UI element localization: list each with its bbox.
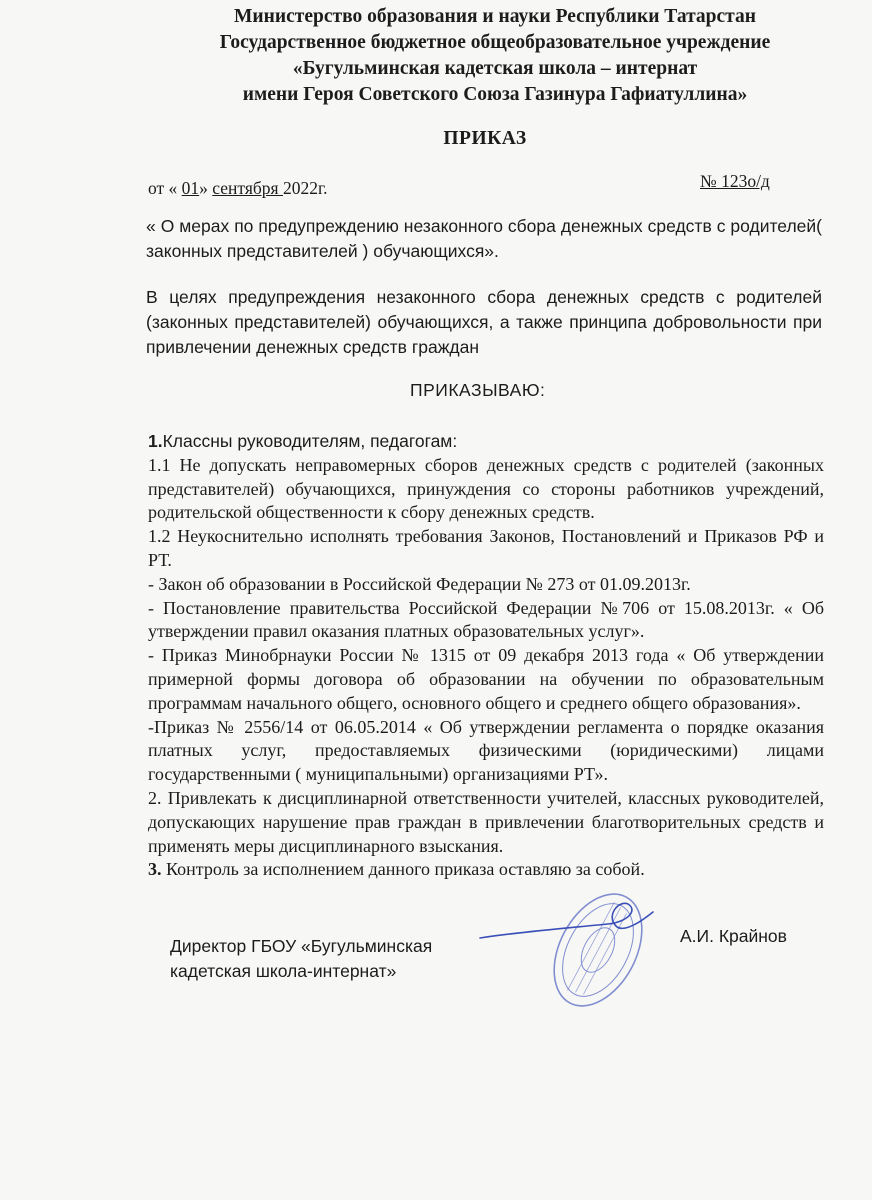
item-3-text: Контроль за исполнением данного приказа оставляю за собой. <box>161 859 645 880</box>
order-preamble: В целях предупреждения незаконного сбора денежных средств с родителей (законных представителей) обучающихся, а также принципа добровольности при привлечении денежных средств граждан <box>146 287 822 357</box>
official-stamp <box>478 880 678 1010</box>
date-day: 01 <box>181 178 200 198</box>
date-year: 2022г. <box>282 178 328 198</box>
signature-mark <box>480 903 653 938</box>
signer-name: А.И. Крайнов <box>680 926 787 946</box>
item-1-number: 1. <box>148 431 163 451</box>
order-body <box>148 430 824 882</box>
law-reference-2: - Постановление правительства Российской Федерации №706 от 15.08.2013г. « Об утверждении правил оказания платных образовательных услуг». <box>148 597 824 642</box>
order-subject: « О мерах по предупреждению незаконного сбора денежных средств с родителей( законных представителей ) обучающихся». <box>146 216 822 261</box>
item-1 <box>148 430 824 454</box>
law-reference-1: - Закон об образовании в Российской Федерации № 273 от 01.09.2013г. <box>148 573 691 594</box>
item-1-1: 1.1 Не допускать неправомерных сборов денежных средств с родителей (законных представителей) обучающихся, принуждения со стороны работников учреждений, родительской общественности к сбору денежных средств. <box>148 454 824 523</box>
letterhead <box>140 4 850 108</box>
law-reference-4: -Приказ № 2556/14 от 06.05.2014 « Об утверждении регламента о порядке оказания платных услуг, предоставляемых физическими (юридическими) лицами государственными ( муниципальными) организациями РТ». <box>148 716 824 785</box>
order-directive: ПРИКАЗЫВАЮ: <box>410 380 546 400</box>
stamp-seal <box>536 880 659 1010</box>
signer-position <box>170 934 432 984</box>
item-1-text: Классны руководителям, педагогам: <box>162 431 458 451</box>
item-3 <box>148 858 824 882</box>
signer-position-line1: Директор ГБОУ «Бугульминская <box>170 936 433 956</box>
date-prefix: от « <box>148 178 182 198</box>
order-date <box>148 178 328 199</box>
order-number: № 123о/д <box>700 171 770 191</box>
date-mid: » <box>199 178 213 198</box>
ministry-name: Министерство образования и науки Республики Татарстан <box>234 6 756 27</box>
signer-position-line2: кадетская школа-интернат» <box>170 961 397 981</box>
item-2: 2. Привлекать к дисциплинарной ответственности учителей, классных руководителей, допускающих нарушение прав граждан в привлечении благотворительных средств и применять меры дисциплинарного взыскания. <box>148 787 824 856</box>
date-month: сентября <box>212 178 283 198</box>
school-honorific: имени Героя Советского Союза Газинура Гафиатуллина» <box>242 84 748 105</box>
item-3-number: 3. <box>148 859 162 880</box>
document-title: ПРИКАЗ <box>443 128 527 149</box>
item-1-2: 1.2 Неукоснительно исполнять требования Законов, Постановлений и Приказов РФ и РТ. <box>148 526 824 570</box>
institution-type: Государственное бюджетное общеобразовательное учреждение <box>219 32 771 53</box>
law-reference-3: - Приказ Минобрнауки России № 1315 от 09 декабря 2013 года « Об утверждении примерной формы договора об образовании на обучении по образовательным программам начального общего, основного общего и среднего общего образования». <box>148 645 824 713</box>
school-name: «Бугульминская кадетская школа – интернат <box>292 58 698 79</box>
